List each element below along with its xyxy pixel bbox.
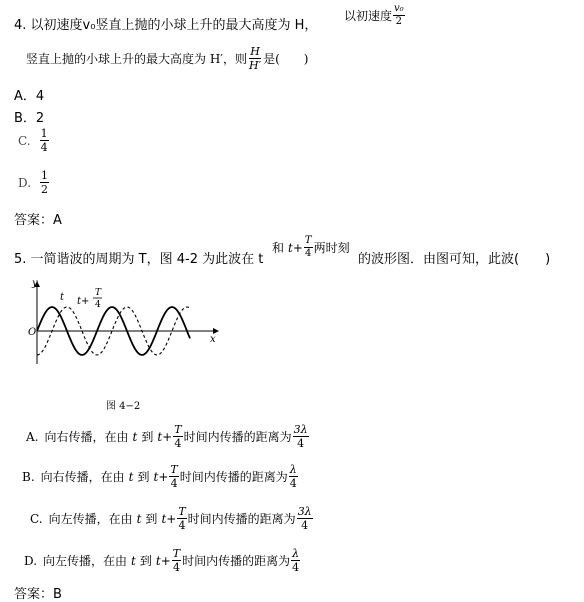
q4-v0-fraction (393, 4, 405, 27)
q4-ratio-fraction (248, 46, 262, 71)
q5-option-b-label: B. (22, 469, 35, 484)
q4-option-c-label: C. (18, 133, 31, 148)
q5-option-a[interactable] (26, 424, 310, 449)
q5-option-d-dist-den: 4 (292, 561, 300, 574)
curve-tplus-num: T (95, 288, 102, 298)
q5-option-b-to: 到 (137, 470, 150, 484)
q4-option-d-den: 2 (41, 183, 49, 196)
q5-option-a-text-a: 向右传播，在由 (44, 430, 129, 444)
q5-answer: 答案：B (14, 587, 62, 602)
x-axis-label: x (210, 334, 216, 345)
q5-option-d-label: D. (24, 553, 38, 568)
q4-option-d-num: 1 (41, 169, 49, 182)
q4-option-b-text: 2 (35, 111, 45, 126)
q5-option-a-label: A. (26, 429, 39, 444)
q5-option-b-tplus: t+ (153, 469, 169, 484)
q4-option-c-fraction (40, 128, 49, 153)
q5-option-b-text-a: 向右传播，在由 (40, 470, 125, 484)
q5-stem-t: t+ (288, 240, 303, 255)
curve-t-label: t (60, 292, 65, 303)
q5-option-d-dist-num: λ (292, 547, 300, 560)
q5-option-a-T-fraction (173, 424, 182, 449)
q5-option-b[interactable] (22, 464, 299, 489)
q4-option-a-text: 4 (35, 89, 45, 104)
q5-option-c-label: C. (30, 511, 43, 526)
y-axis-label: y (32, 278, 38, 289)
q5-option-c-dist-fraction (297, 506, 313, 531)
q4-option-b[interactable] (14, 107, 44, 126)
q5-option-c-text-a: 向左传播，在由 (48, 512, 133, 526)
q5-option-b-text-b: 时间内传播的距离为 (179, 470, 288, 484)
q4-stem-d: 是( ) (263, 52, 309, 66)
curve-tplus-den: 4 (95, 300, 101, 310)
q5-option-d-text-b: 时间内传播的距离为 (182, 554, 291, 568)
q5-option-b-T-fraction (169, 464, 178, 489)
q5-option-a-dist-num: 3λ (293, 423, 308, 436)
q5-option-b-t: t (128, 469, 134, 484)
q5-option-a-tplus: t+ (157, 429, 173, 444)
figure-caption: 图 4−2 (106, 401, 141, 412)
origin-label: O (28, 327, 37, 338)
q5-option-d-T-den: 4 (172, 561, 180, 574)
q5-option-d[interactable] (24, 548, 301, 573)
q5-option-c-tplus: t+ (161, 511, 177, 526)
q5-option-c-t: t (136, 511, 142, 526)
q5-option-a-dist-den: 4 (297, 437, 305, 450)
q5-option-d-tplus: t+ (155, 553, 171, 568)
q5-option-b-T-num: T (170, 463, 178, 476)
curve-tplus-label: t+ (77, 296, 90, 307)
q5-stem-a: 一简谐波的周期为 T，图 4-2 为此波在 t (30, 252, 264, 267)
q4-option-d-label: D. (18, 175, 32, 190)
q5-stem-d: 的波形图．由图可知，此波( ) (358, 252, 551, 267)
q5-option-d-text-a: 向左传播，在由 (43, 554, 128, 568)
q5-option-b-dist-num: λ (289, 463, 297, 476)
q5-option-b-T-den: 4 (170, 477, 178, 490)
q4-option-d-fraction (40, 170, 49, 195)
q5-option-a-t: t (132, 429, 138, 444)
q5-option-c-dist-num: 3λ (297, 505, 312, 518)
q5-option-a-text-b: 时间内传播的距离为 (183, 430, 292, 444)
q5-option-b-dist-den: 4 (289, 477, 297, 490)
q5-option-a-T-num: T (174, 423, 182, 436)
q5-T-fraction (304, 236, 313, 259)
q5-option-d-to: 到 (139, 554, 152, 568)
q5-number: 5. (14, 252, 27, 267)
q4-v0-num: v₀ (394, 3, 404, 14)
q5-option-d-T-fraction (172, 548, 181, 573)
q5-option-c-dist-den: 4 (301, 519, 309, 532)
wave-figure (22, 276, 232, 368)
q4-option-a[interactable] (14, 85, 44, 104)
q4-option-d[interactable] (18, 170, 50, 195)
q4-stem-a: 以初速度v₀竖直上抛的小球上升的最大高度为 H， (30, 18, 318, 33)
q4-ratio-num: H (250, 45, 260, 58)
q5-T-num: T (304, 235, 312, 246)
q5-option-d-t: t (131, 553, 136, 568)
q5-option-b-dist-fraction (289, 464, 298, 489)
q4-answer: 答案：A (14, 213, 62, 228)
q5-option-a-to: 到 (141, 430, 154, 444)
q4-option-b-label: B． (14, 111, 36, 126)
q5-option-c-T-den: 4 (178, 519, 186, 532)
q4-option-a-label: A． (14, 89, 36, 104)
q5-option-c-text-b: 时间内传播的距离为 (187, 512, 296, 526)
q4-stem-part-b (344, 4, 406, 27)
q4-v0-den: 2 (395, 16, 403, 27)
q4-option-c[interactable] (18, 128, 50, 153)
q5-option-c-T-fraction (177, 506, 186, 531)
q5-stem-line1 (14, 248, 263, 267)
q4-number: 4. (14, 18, 27, 33)
q4-stem-b: 以初速度 (344, 9, 393, 23)
q4-stem-c: 竖直上抛的小球上升的最大高度为 H′，则 (26, 52, 248, 66)
q4-stem-line2 (26, 46, 308, 71)
q5-T-den: 4 (305, 248, 312, 259)
q5-option-c-T-num: T (178, 505, 186, 518)
q5-stem-b: 和 (272, 241, 285, 255)
q5-option-d-T-num: T (172, 547, 181, 560)
q5-option-c-to: 到 (145, 512, 158, 526)
q4-option-c-num: 1 (40, 127, 48, 140)
q4-stem-line1 (14, 14, 317, 33)
q5-option-d-dist-fraction (291, 548, 300, 573)
q5-option-a-dist-fraction (293, 424, 309, 449)
q5-stem-part-b (272, 236, 350, 259)
q5-option-c[interactable] (30, 506, 314, 531)
q5-option-a-T-den: 4 (174, 437, 182, 450)
q5-stem-c: 两时刻 (313, 241, 350, 255)
q4-option-c-den: 4 (40, 141, 48, 154)
q4-ratio-den: H′ (249, 59, 262, 72)
